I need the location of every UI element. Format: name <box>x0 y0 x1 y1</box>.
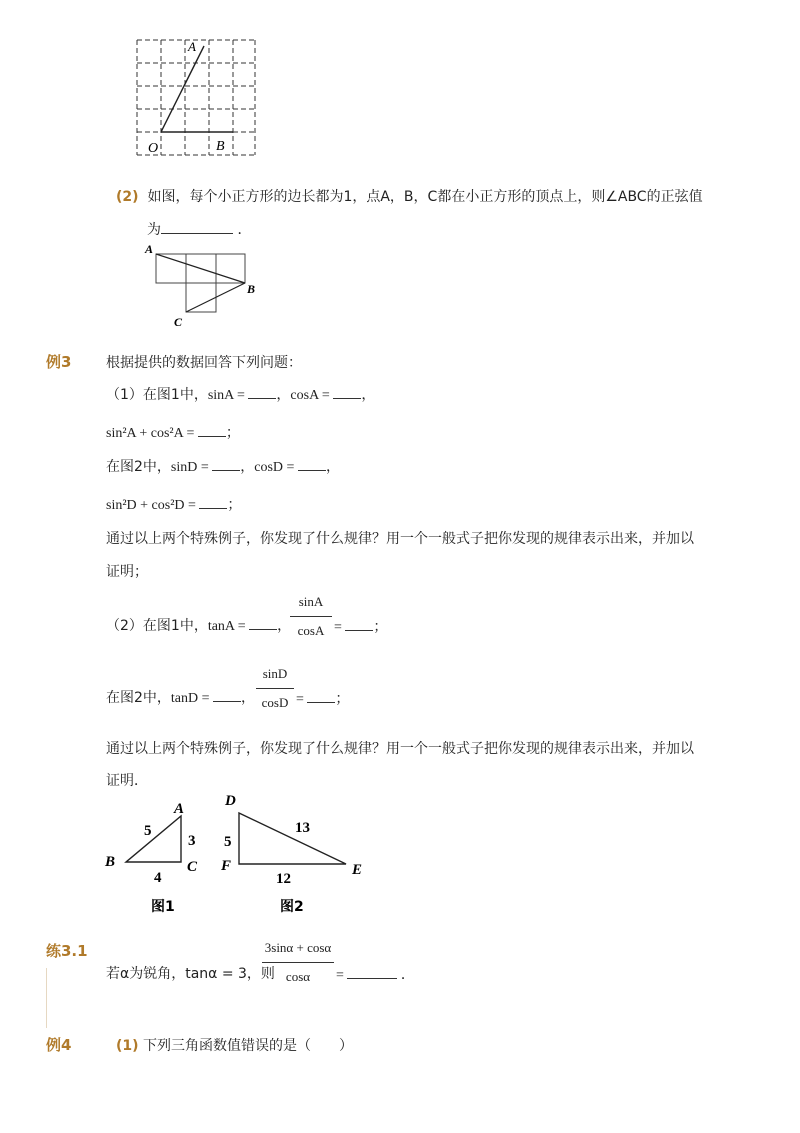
label-o: O <box>148 141 159 156</box>
label-f: F <box>221 858 232 874</box>
comma: ， <box>241 690 256 706</box>
equals: = <box>296 692 308 707</box>
semicolon: ； <box>373 620 388 635</box>
q1-prefix: （1）在图1中， <box>106 387 208 403</box>
blank-ratio-d[interactable] <box>307 690 335 703</box>
fig2-prefix: 在图2中， <box>106 459 171 475</box>
comma: ， <box>240 459 255 475</box>
blank-cos-d[interactable] <box>298 458 326 471</box>
label-e: E <box>352 862 363 878</box>
fig2-prefix: 在图2中， <box>106 690 171 706</box>
frac-d-rest <box>296 688 349 708</box>
label-b: B <box>105 854 116 870</box>
fig2-line <box>106 456 340 476</box>
semicolon: ； <box>225 426 240 441</box>
figure-abc <box>140 236 270 331</box>
prove-2: 证明． <box>106 773 148 789</box>
side-fe: 12 <box>276 871 291 887</box>
equals: = <box>336 968 348 983</box>
figure-2-triangle <box>214 788 374 918</box>
q2-prefix: （2）在图1中， <box>106 618 208 634</box>
practice-prefix: 若α为锐角，tanα = 3，则 <box>106 966 275 982</box>
semicolon: ； <box>335 692 350 707</box>
frac-a-rest <box>334 616 387 636</box>
fraction-sin-a-cos-a <box>290 594 332 639</box>
sin-a-label: sinA = <box>207 388 249 403</box>
sq-sum-d: sin²D + cos²D = <box>106 498 200 513</box>
question-number: (1) <box>116 1038 139 1054</box>
side-de: 13 <box>295 820 310 836</box>
frac-numerator: sinD <box>262 666 288 681</box>
tan-a-label: tanA = <box>207 619 250 634</box>
label-a: A <box>174 801 185 817</box>
label-c: C <box>187 859 198 875</box>
comma: ， <box>325 459 340 475</box>
sq-a-line <box>106 422 240 442</box>
practice-rest <box>336 964 415 984</box>
frac-denominator: cosA <box>297 623 325 638</box>
frac-numerator: sinA <box>298 594 324 609</box>
frac-denominator: cosα <box>285 969 311 984</box>
frac-denominator: cosD <box>261 695 289 710</box>
sq-sum-a: sin²A + cos²A = <box>106 426 198 441</box>
comma: ， <box>361 387 376 403</box>
figure-2-caption: 图2 <box>280 899 304 915</box>
blank-tan-d[interactable] <box>213 689 241 702</box>
label-c: C <box>174 315 183 329</box>
question-text: 如图，每个小正方形的边长都为1，点A，B，C都在小正方形的顶点上，则∠ABC的正弦值 <box>147 189 703 205</box>
equals: = <box>334 620 346 635</box>
period: ． <box>400 968 415 983</box>
fraction-practice <box>262 940 334 985</box>
discover-1: 通过以上两个特殊例子，你发现了什么规律？用一个一般式子把你发现的规律表示出来，并加以 <box>106 531 694 547</box>
comma: ， <box>276 387 291 403</box>
figure-1-caption: 图1 <box>151 899 175 915</box>
cos-d-label: cosD = <box>254 460 298 475</box>
q2-line <box>106 615 291 635</box>
question-number: (2) <box>116 189 139 205</box>
label-b: B <box>247 282 256 296</box>
label-a: A <box>188 39 196 54</box>
discover-2: 通过以上两个特殊例子，你发现了什么规律？用一个一般式子把你发现的规律表示出来，并加以 <box>106 741 694 757</box>
side-bc: 4 <box>154 870 162 886</box>
blank-tan-a[interactable] <box>249 617 277 630</box>
sin-d-label: sinD = <box>170 460 213 475</box>
fraction-sin-d-cos-d <box>256 666 294 711</box>
label-a: A <box>145 242 154 256</box>
side-df: 5 <box>224 834 232 850</box>
answer-blank[interactable] <box>161 221 233 234</box>
blank-sin-a[interactable] <box>248 386 276 399</box>
grid-figure-oab <box>130 34 262 162</box>
sq-d-line <box>106 494 241 514</box>
blank-sin-d[interactable] <box>212 458 240 471</box>
label-b: B <box>216 139 225 154</box>
example-4-label: 例4 <box>46 1036 72 1054</box>
blank-sq-a[interactable] <box>198 424 226 437</box>
tan-d-line <box>106 687 255 707</box>
example-3-intro: 根据提供的数据回答下列问题： <box>106 355 302 371</box>
label-d: D <box>225 793 236 809</box>
prove-1: 证明； <box>106 564 148 580</box>
cos-a-label: cosA = <box>290 388 334 403</box>
blank-sq-d[interactable] <box>199 496 227 509</box>
comma: ， <box>277 618 292 634</box>
example-4-question <box>116 1035 353 1055</box>
period: ． <box>237 222 252 238</box>
q1-line <box>106 384 375 404</box>
blank-practice[interactable] <box>347 966 397 979</box>
text-wei: 为 <box>147 222 161 238</box>
example-3-label: 例3 <box>46 353 72 371</box>
figure-1-triangle <box>100 798 210 918</box>
side-ab: 5 <box>144 823 152 839</box>
semicolon: ； <box>227 498 242 513</box>
question-text: 下列三角函数值错误的是（ ） <box>143 1038 353 1054</box>
blank-ratio-a[interactable] <box>345 618 373 631</box>
blank-cos-a[interactable] <box>333 386 361 399</box>
side-ac: 3 <box>188 833 196 849</box>
practice-sideline <box>46 968 47 1028</box>
tan-d-label: tanD = <box>170 691 214 706</box>
practice-3-1-text <box>106 963 275 983</box>
question-2 <box>116 186 703 206</box>
practice-3-1-label: 练3.1 <box>46 942 88 960</box>
frac-numerator: 3sinα + cosα <box>264 940 332 955</box>
